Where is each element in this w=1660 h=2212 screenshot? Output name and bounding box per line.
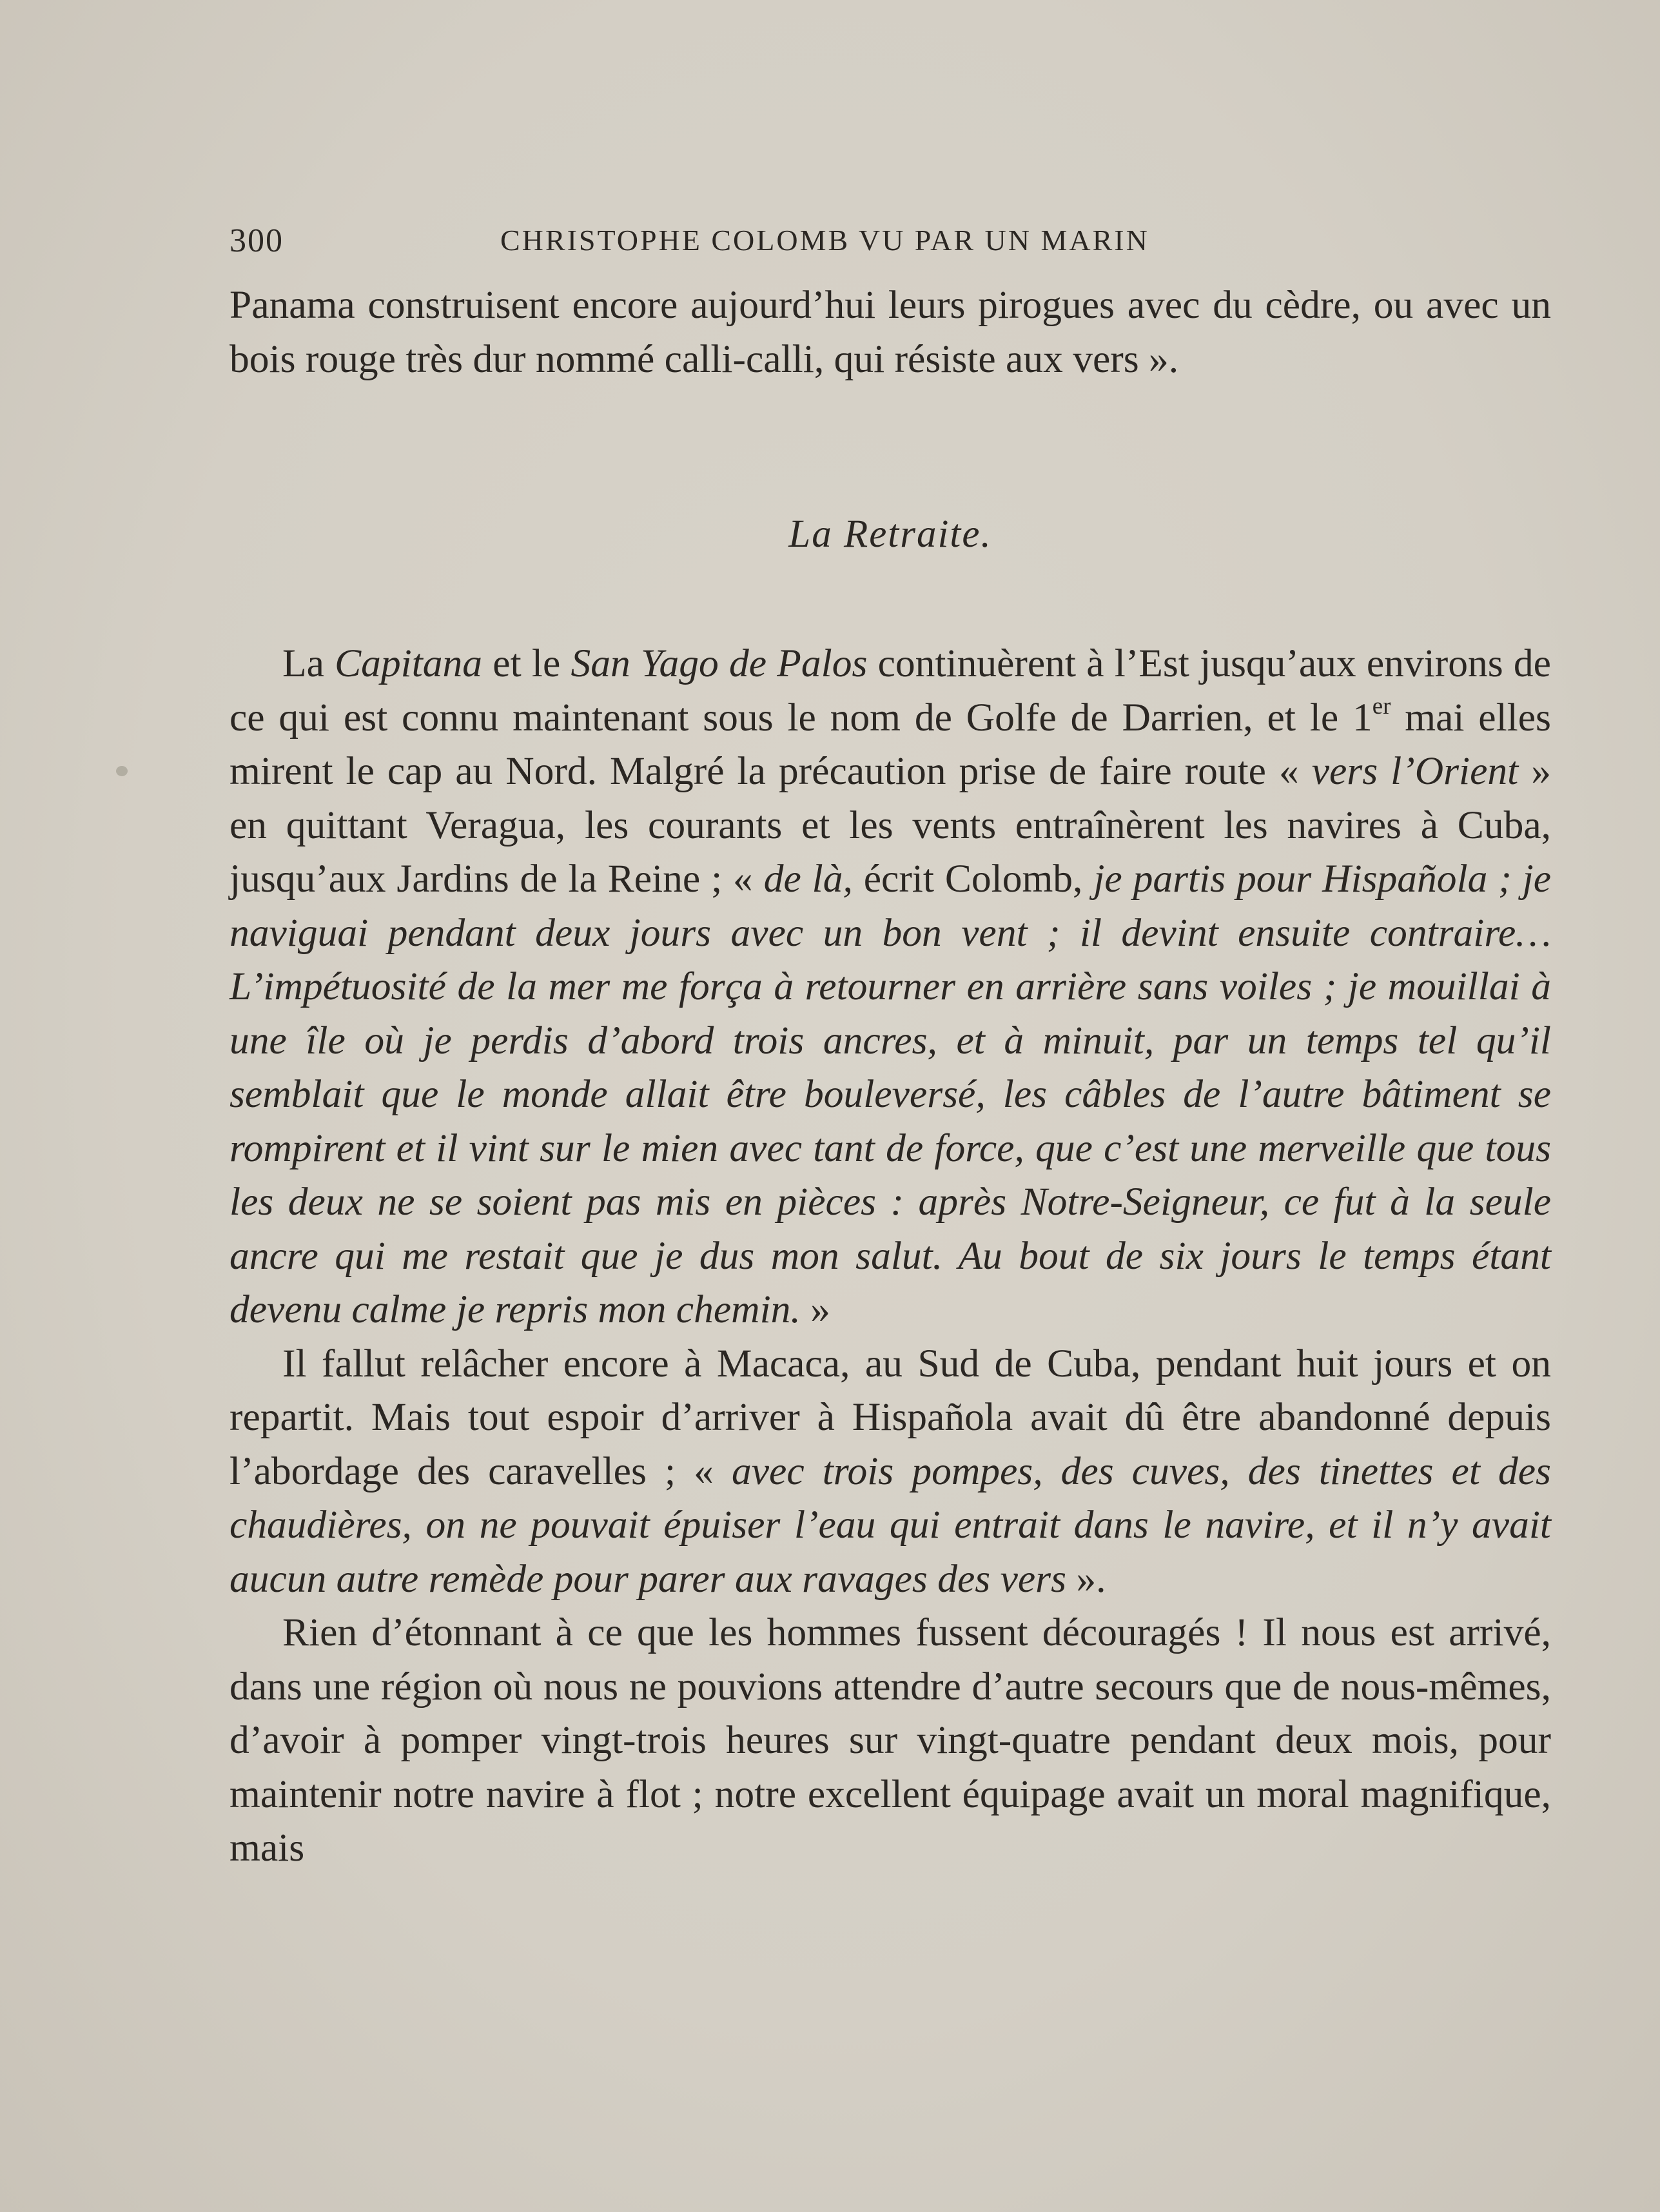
p1-quote: de là, bbox=[763, 857, 853, 901]
p2-text: ». bbox=[1066, 1556, 1106, 1601]
p1-text: La bbox=[282, 641, 335, 685]
section-heading: La Retraite. bbox=[788, 513, 992, 556]
page-text bbox=[229, 213, 1551, 1875]
p1-text: » en quittant Veragua, les courants et les vents entraînèrent les navires à Cuba, jusqu’aux Jardins de la Reine ; « bbox=[229, 749, 1551, 901]
paragraph-2 bbox=[229, 1337, 1551, 1607]
p1-quote: je partis pour Hispañola ; je naviguai pendant deux jours avec un bon vent ; il devint ensuite contraire… L’impétuosité de la mer me força à retourner en arrière sans voiles ; je mouillai à une île où je perdis d’abord trois ancres, et à minuit, par un temps tel qu’il semblait que le monde allait être bouleversé, les câbles de l’autre bâtiment se rompirent et il vint sur le mien avec tant de force, que c’est une merveille que tous les deux ne se soient pas mis en pièces : après Notre-Seigneur, ce fut à la seule ancre qui me restait que je dus mon salut. Au bout de six jours le temps étant devenu calme je repris mon chemin. bbox=[229, 857, 1551, 1331]
p1-text: mai elles mirent le cap au Nord. Malgré la précaution prise de faire route « bbox=[229, 695, 1551, 793]
p1-text: » bbox=[800, 1287, 830, 1331]
p1-quote: vers l’Orient bbox=[1311, 749, 1519, 793]
intro-paragraph: Panama construisent encore aujourd’hui leurs pirogues avec du cèdre, ou avec un bois rouge très dur nommé calli-calli, qui résiste aux vers ». bbox=[229, 283, 1551, 381]
p1-text: écrit Colomb, bbox=[852, 857, 1094, 901]
p1-text: et le bbox=[482, 641, 571, 685]
paper-speck bbox=[116, 766, 128, 776]
p1-text: continuèrent à l’Est jusqu’aux environs de ce qui est connu maintenant sous le nom de Golfe de Darrien, et le 1 bbox=[229, 641, 1551, 739]
p2-text: Il fallut relâcher encore à Macaca, au Sud de Cuba, pendant huit jours et on repartit. Mais tout espoir d’arriver à Hispañola avait dû être abandonné depuis l’abordage des caravelles ; « bbox=[229, 1341, 1551, 1493]
paragraph-1 bbox=[229, 637, 1551, 1337]
p2-quote: avec trois pompes, des cuves, des tinettes et des chaudières, on ne pouvait épuiser l’eau qui entrait dans le navire, et il n’y avait aucun autre remède pour parer aux ravages des vers bbox=[229, 1449, 1551, 1601]
running-title: CHRISTOPHE COLOMB VU PAR UN MARIN bbox=[500, 224, 1149, 257]
p1-ship-name: San Yago de Palos bbox=[571, 641, 868, 685]
p1-superscript: er bbox=[1372, 692, 1391, 719]
page-number: 300 bbox=[229, 222, 284, 259]
paragraph-3: Rien d’étonnant à ce que les hommes fussent découragés ! Il nous est arrivé, dans une région où nous ne pouvions attendre d’autre secours que de nous-mêmes, d’avoir à pomper vingt-trois heures sur vingt-quatre pendant deux mois, pour maintenir notre navire à flot ; notre excellent équipage avait un moral magnifique, mais bbox=[229, 1610, 1551, 1870]
running-head bbox=[229, 213, 1551, 264]
p1-ship-name: Capitana bbox=[335, 641, 483, 685]
section-body bbox=[229, 637, 1551, 1875]
